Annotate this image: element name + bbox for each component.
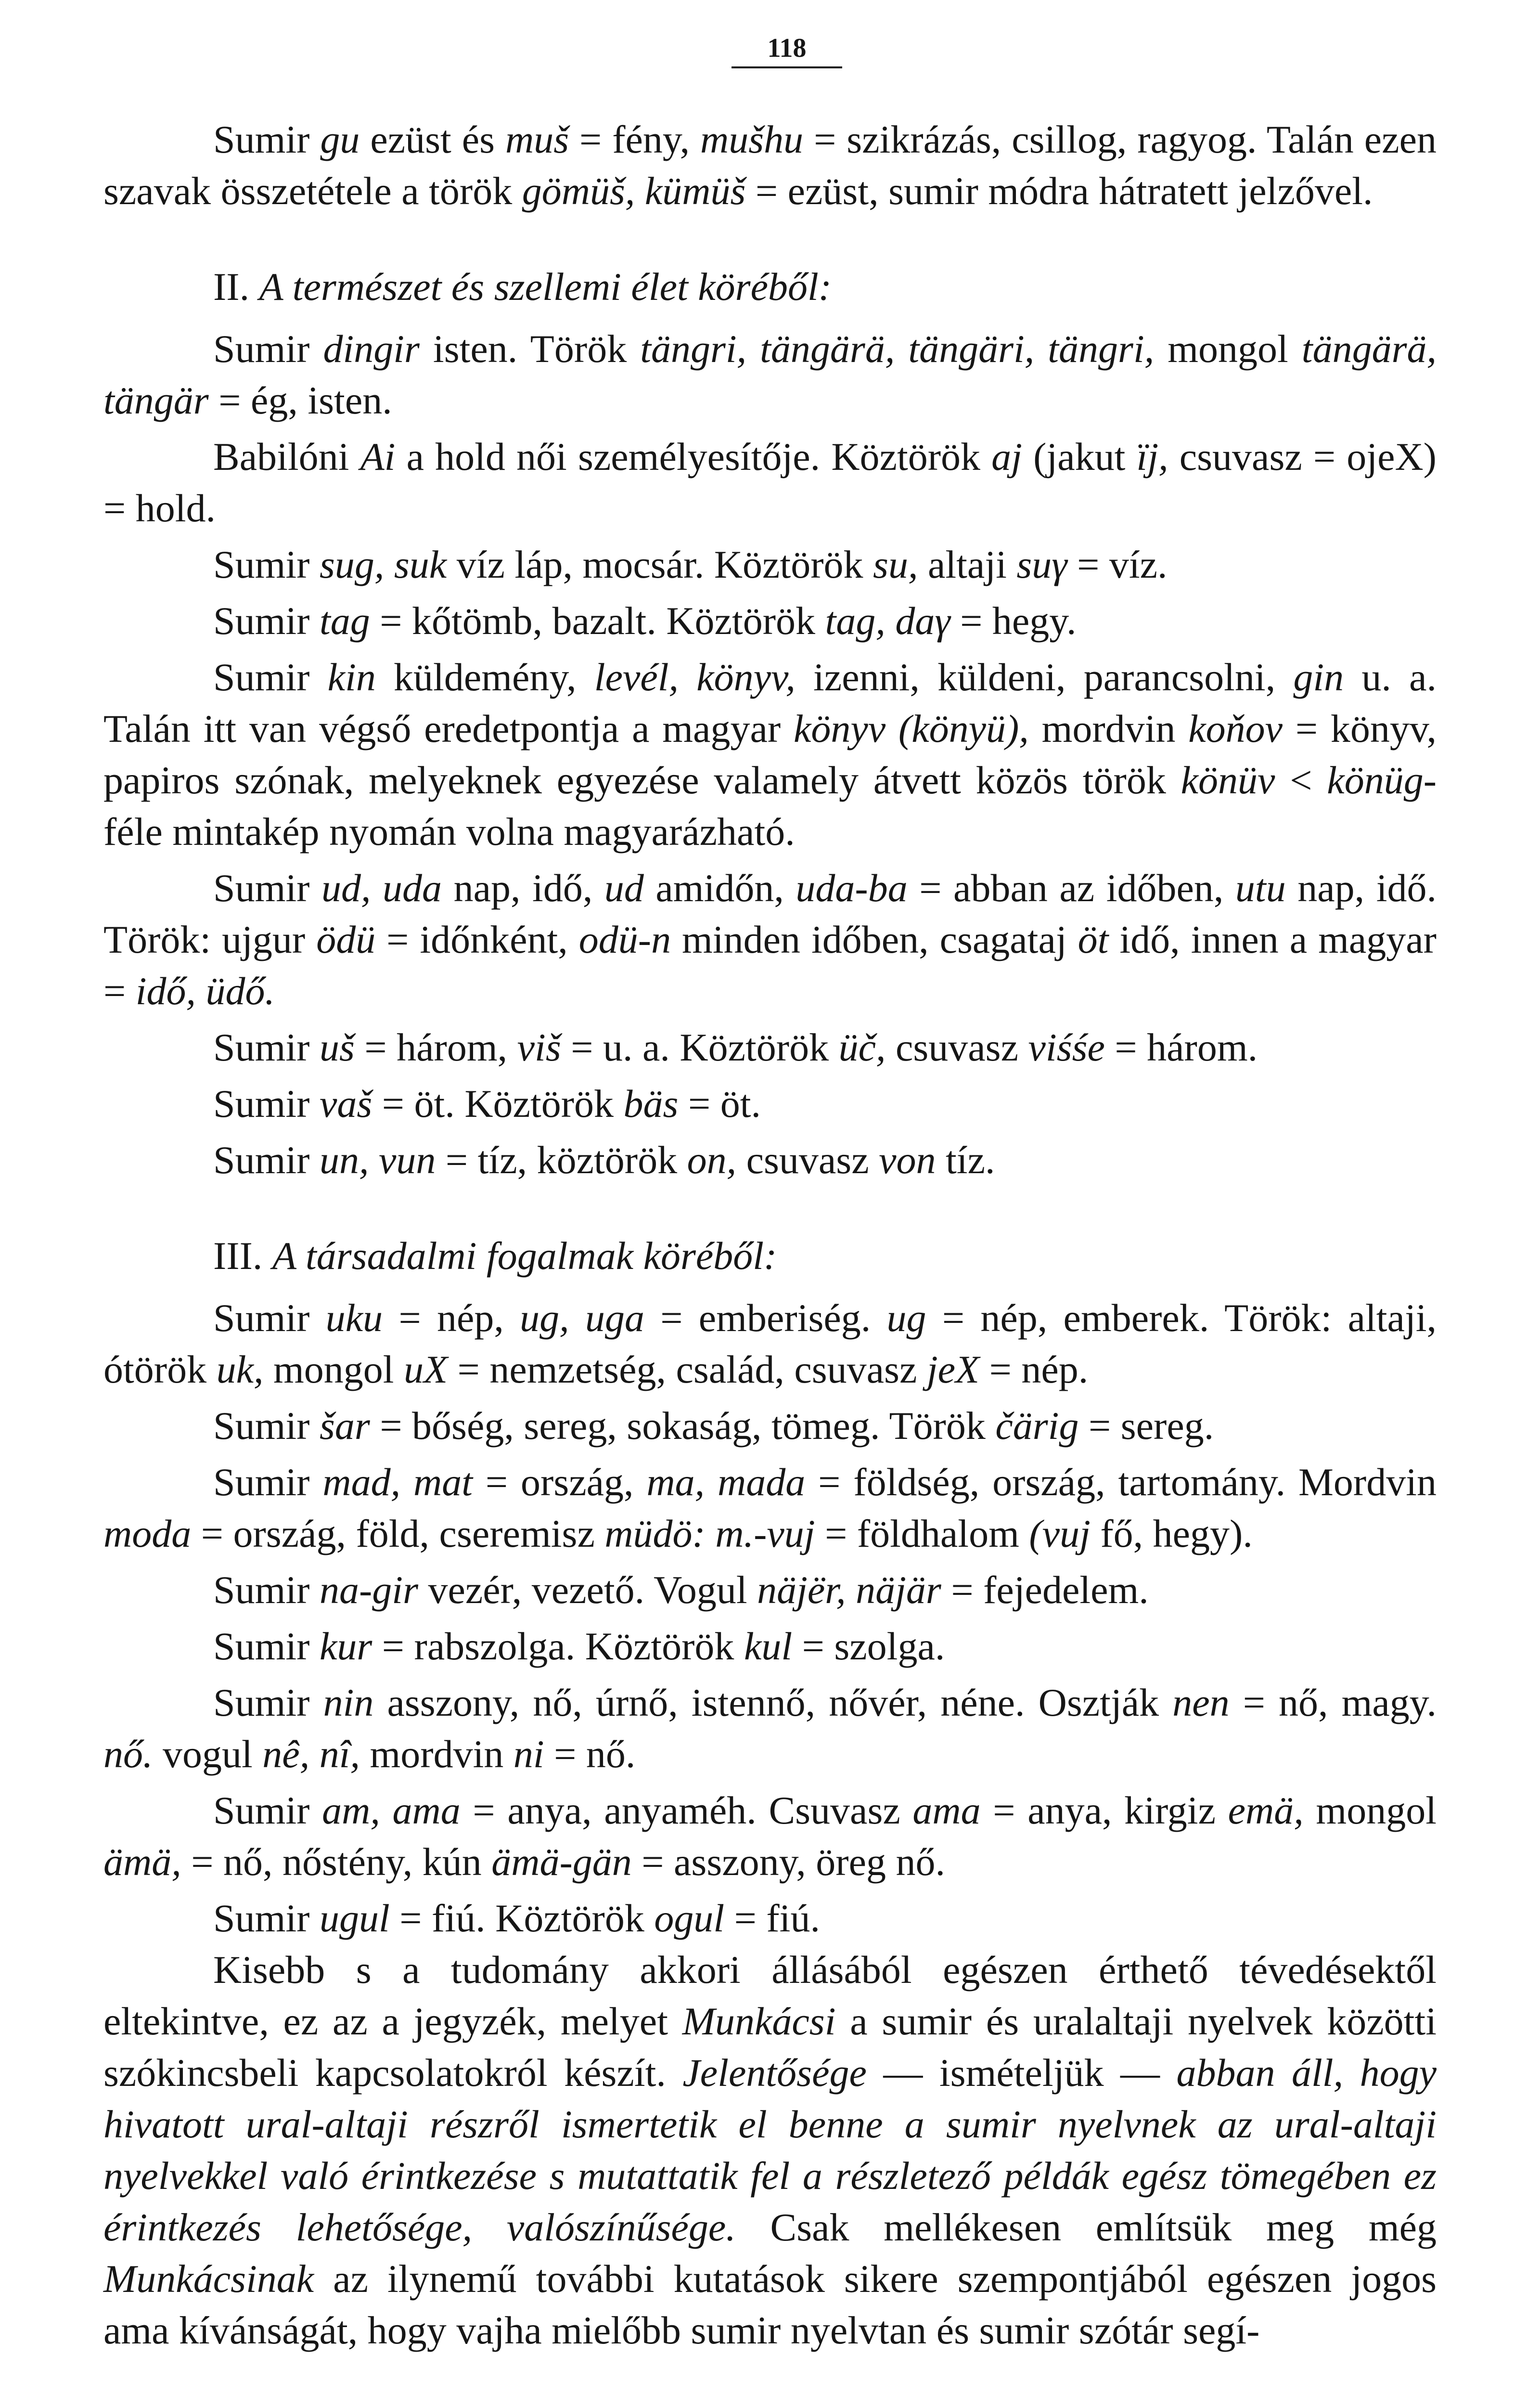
term: ogul — [654, 1896, 725, 1940]
term: nin — [323, 1681, 374, 1724]
term: uku — [325, 1296, 383, 1340]
text-run: víz láp, mocsár. Köztörök — [447, 543, 873, 586]
term: nen — [1172, 1681, 1230, 1724]
text-run: Babilóni — [213, 435, 360, 479]
term: ug — [886, 1296, 926, 1340]
text-run: = fény, — [569, 117, 701, 161]
text-run: mordvin — [1028, 707, 1189, 751]
term: könüv — [1181, 758, 1275, 802]
term: gömüš, kümüš — [522, 169, 746, 213]
vocabulary-entry — [103, 1134, 1437, 1186]
term: öt — [1078, 918, 1109, 961]
text-run: mongol — [1154, 327, 1302, 371]
term: tag — [319, 599, 370, 643]
text-run: = öt. — [678, 1082, 761, 1126]
term: moda — [103, 1512, 192, 1555]
text-run: = sereg. — [1078, 1404, 1214, 1448]
text-run: = öt. Köztörök — [372, 1082, 624, 1126]
text-run: = három. — [1104, 1025, 1258, 1069]
text-run: idő, innen a magyar = — [103, 918, 1437, 1013]
text-run: a sumir és uralaltaji nyelvek közötti szókincsbeli kapcsolatokról készít. — [103, 1999, 1437, 2095]
text-run: = rabszolga. Köztörök — [372, 1624, 744, 1668]
term: (vuj — [1029, 1512, 1091, 1555]
term: on, — [687, 1138, 737, 1182]
text-run: csuvasz — [886, 1025, 1028, 1069]
text-run: = nép, — [383, 1296, 520, 1340]
text-run: küldemény, — [375, 655, 594, 699]
text-run: — ismételjük — — [866, 2051, 1177, 2095]
text-run: tíz. — [936, 1138, 995, 1182]
text-run: = földség, ország, tartomány. Mordvin — [805, 1460, 1437, 1504]
vocabulary-entry — [103, 539, 1437, 590]
term: uk, — [216, 1347, 264, 1391]
intro-paragraph — [103, 114, 1437, 217]
text-run: mongol — [1303, 1788, 1437, 1832]
text-run: = víz. — [1067, 543, 1168, 586]
text-run: nap, idő. Török: ujgur — [103, 866, 1437, 961]
term: nê, nî, — [262, 1732, 360, 1776]
vocabulary-entry — [103, 1400, 1437, 1451]
term: koňov — [1188, 707, 1283, 751]
term: üč, — [838, 1025, 886, 1069]
text-run: Sumir — [213, 1025, 320, 1069]
section-numeral: III. — [213, 1234, 263, 1278]
text-run: = szolga. — [792, 1624, 945, 1668]
text-run: csuvasz — [736, 1138, 879, 1182]
section-ii-entries — [103, 323, 1437, 1186]
text-run: = nő, nőstény, kún — [181, 1840, 492, 1884]
term: emä, — [1228, 1788, 1304, 1832]
term: viśśe — [1028, 1025, 1105, 1069]
vocabulary-entry — [103, 1022, 1437, 1073]
text-run: = anya, anyaméh. Csuvasz — [460, 1788, 913, 1832]
text-run: u. a. Talán itt van végső eredetpontja a magyar — [103, 655, 1437, 751]
text-run: mongol — [263, 1347, 404, 1391]
text-run: = ezüst, sumir módra hátratett jelzővel. — [745, 169, 1373, 213]
text-run: = ég, isten. — [208, 378, 392, 422]
vocabulary-entry — [103, 595, 1437, 647]
closing-paragraph — [103, 1944, 1437, 2356]
text-run: csuvasz = ojeX) = hold. — [103, 435, 1437, 530]
text-run: = anya, kirgiz — [980, 1788, 1228, 1832]
text-run: < — [1275, 758, 1327, 802]
section-iii-entries — [103, 1292, 1437, 1944]
term: tängri, tängärä, tängäri, tängri, — [640, 327, 1155, 371]
text-run: Sumir — [213, 1788, 322, 1832]
vocabulary-entry — [103, 1677, 1437, 1780]
text-run: = földhalom — [815, 1512, 1029, 1555]
term: uda-ba — [796, 866, 908, 910]
text-run: az ilynemű további kutatások sikere szempontjából egészen jogos ama kívánságát, hogy vajha mielőbb sumir nyelvtan és sumir szótár segí- — [103, 2257, 1437, 2352]
text-run: = hegy. — [950, 599, 1077, 643]
vocabulary-entry — [103, 323, 1437, 426]
term: suγ — [1016, 543, 1067, 586]
text-run: = bőség, sereg, sokaság, tömeg. Török — [370, 1404, 996, 1448]
text-run: amidőn, — [643, 866, 796, 910]
section-heading-iii — [103, 1230, 1437, 1281]
vocabulary-entry — [103, 1292, 1437, 1395]
term: kur — [319, 1624, 372, 1668]
text-run: Sumir — [213, 1296, 326, 1340]
vocabulary-entry — [103, 431, 1437, 534]
term: viš — [517, 1025, 561, 1069]
text-run: = fiú. Köztörök — [389, 1896, 654, 1940]
term: ni — [513, 1732, 544, 1776]
text-run: asszony, nő, úrnő, istennő, nővér, néne. Osztják — [373, 1681, 1173, 1724]
text-run: = kőtömb, bazalt. Köztörök — [370, 599, 825, 643]
term: vaš — [319, 1082, 372, 1126]
term: levél, könyv, — [594, 655, 796, 699]
term: muš — [505, 117, 569, 161]
text-run: ezüst és — [359, 117, 505, 161]
term: ugul — [319, 1896, 390, 1940]
term: šar — [319, 1404, 370, 1448]
term: gu — [320, 117, 360, 161]
vocabulary-entry — [103, 1078, 1437, 1129]
term: mad, mat — [322, 1460, 473, 1504]
term: ämä, — [103, 1840, 181, 1884]
vocabulary-entry — [103, 1892, 1437, 1944]
text-run: = könyv, papiros szónak, melyeknek egyezése valamely átvett közös török — [103, 707, 1437, 802]
text-run: Sumir — [213, 1138, 320, 1182]
body-text — [103, 114, 1437, 2356]
text-run: Sumir — [213, 866, 322, 910]
term: tängärä, tängär — [103, 327, 1437, 422]
vocabulary-entry — [103, 651, 1437, 857]
term: Munkácsi — [682, 1999, 836, 2043]
text-run: Sumir — [213, 543, 320, 586]
text-run: -féle mintakép nyomán volna magyarázható. — [103, 758, 1437, 854]
text-run: Sumir — [213, 327, 323, 371]
text-run: Sumir — [213, 1460, 323, 1504]
term: utu — [1235, 866, 1286, 910]
text-run: Sumir — [213, 1404, 320, 1448]
text-run: = tíz, köztörök — [436, 1138, 687, 1182]
term: un, vun — [319, 1138, 436, 1182]
text-run: izenni, küldeni, parancsolni, — [795, 655, 1294, 699]
page-number: 118 — [732, 33, 842, 68]
term: am, ama — [322, 1788, 461, 1832]
term: na-gir — [319, 1568, 418, 1612]
text-run: isten. Török — [419, 327, 641, 371]
text-run: = nép. — [979, 1347, 1089, 1391]
section-numeral: II. — [213, 265, 250, 309]
term: uš — [319, 1025, 355, 1069]
term: Jelentősége — [682, 2051, 867, 2095]
term: bäs — [623, 1082, 679, 1126]
text-run: = ország, — [473, 1460, 647, 1504]
text-run: = fiú. — [724, 1896, 820, 1940]
term: Munkácsinak — [103, 2257, 314, 2301]
term: tag, daγ — [825, 599, 950, 643]
term: könüg — [1327, 758, 1424, 802]
text-run: = abban az időben, — [907, 866, 1235, 910]
text-run: altaji — [918, 543, 1017, 586]
vocabulary-entry — [103, 1785, 1437, 1888]
text-run: = u. a. Köztörök — [561, 1025, 839, 1069]
term: sug, suk — [319, 543, 447, 586]
text-run: Sumir — [213, 1624, 320, 1668]
term: näjër, näjär — [757, 1568, 941, 1612]
term: ödü — [316, 918, 376, 961]
term: idő, üdő. — [135, 969, 275, 1013]
vocabulary-entry — [103, 1456, 1437, 1559]
text-run: Sumir — [213, 655, 328, 699]
text-run: vezér, vezető. Vogul — [418, 1568, 757, 1612]
text-run: = három, — [354, 1025, 517, 1069]
text-run: nap, idő, — [442, 866, 604, 910]
text-run: fő, hegy). — [1090, 1512, 1253, 1555]
term: ug, uga — [520, 1296, 644, 1340]
term: nő. — [103, 1732, 153, 1776]
text-run: mordvin — [359, 1732, 513, 1776]
section-title: A természet és szellemi élet köréből: — [259, 265, 832, 309]
section-heading-ii — [103, 261, 1437, 312]
section-title: A társadalmi fogalmak köréből: — [272, 1234, 777, 1278]
term: gin — [1293, 655, 1344, 699]
term: aj — [991, 435, 1022, 479]
text-run: Kisebb s a tudomány akkori állásából egészen érthető tévedésektől eltekintve, ez az a jegyzék, melyet — [103, 1948, 1437, 2043]
text-run: = nő. — [544, 1732, 636, 1776]
text-run: = nő, magy. — [1229, 1681, 1437, 1724]
term: mušhu — [700, 117, 804, 161]
term: könyv (könyü), — [793, 707, 1029, 751]
term: kul — [744, 1624, 793, 1668]
text-run: = nép, emberek. Török: altaji, ótörök — [103, 1296, 1437, 1391]
text-run: a hold női személyesítője. Köztörök — [395, 435, 992, 479]
text-run: = asszony, öreg nő. — [631, 1840, 946, 1884]
text-run: Sumir — [213, 1568, 320, 1612]
term: ma, mada — [646, 1460, 806, 1504]
term: ud, uda — [321, 866, 442, 910]
text-run: = emberiség. — [644, 1296, 887, 1340]
vocabulary-entry — [103, 1564, 1437, 1616]
term: ämä-gän — [491, 1840, 632, 1884]
text-run: Sumir — [213, 1681, 323, 1724]
term: odü-n — [578, 918, 671, 961]
term: uX — [404, 1347, 448, 1391]
text-run: = ország, föld, cseremisz — [191, 1512, 605, 1555]
term: Ai — [360, 435, 396, 479]
term: čärig — [995, 1404, 1079, 1448]
term: su, — [873, 543, 918, 586]
text-run: minden időben, csagataj — [671, 918, 1078, 961]
text-run: Sumir — [213, 1896, 320, 1940]
vocabulary-entry — [103, 1620, 1437, 1672]
term: ïj, — [1136, 435, 1168, 479]
term: abban áll, hogy hivatott ural-altaji részről ismertetik el benne a sumir nyelvnek az ural-altaji nyelvekkel való érintkezése s mutattatik fel a részletező példák egész tömegében ez érintkezés lehetősége, valószínűsége. — [103, 2051, 1437, 2249]
term: ama — [912, 1788, 981, 1832]
term: ud — [604, 866, 644, 910]
text-run: Sumir — [213, 1082, 320, 1126]
text-run: = szikrázás, csillog, ragyog. Talán ezen szavak összetétele a török — [103, 117, 1437, 213]
text-run: vogul — [153, 1732, 263, 1776]
term: von — [879, 1138, 936, 1182]
text-run: Csak mellékesen említsük meg még — [735, 2205, 1437, 2249]
text-run: = időnként, — [375, 918, 579, 961]
vocabulary-entry — [103, 862, 1437, 1017]
term: dingir — [323, 327, 420, 371]
term: kin — [327, 655, 376, 699]
text-run: Sumir — [213, 599, 320, 643]
text-run: = fejedelem. — [941, 1568, 1149, 1612]
text-run: (jakut — [1022, 435, 1137, 479]
text-run: Sumir — [213, 117, 321, 161]
term: müdö: m.-vuj — [604, 1512, 815, 1555]
text-run: = nemzetség, család, csuvasz — [448, 1347, 927, 1391]
term: jeX — [926, 1347, 980, 1391]
